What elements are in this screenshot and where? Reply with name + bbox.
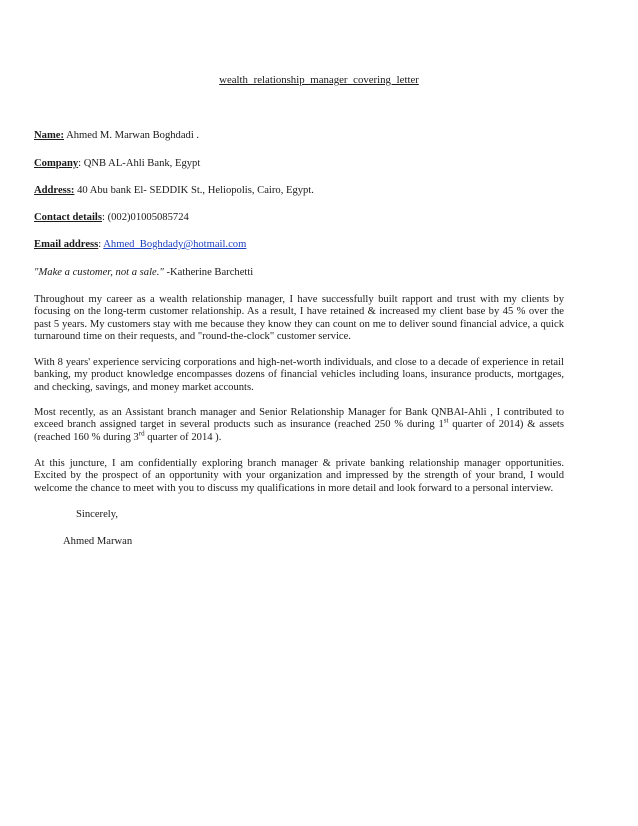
achievements-text-1: Most recently, as an Assistant branch manager and Senior Relationship Manager for Bank QNBAl-Ahli , I contributed to exceed branch assigned target in several products such as insurance (reached 250 % during 1 [34, 407, 564, 431]
email-separator: : [98, 239, 104, 250]
name-label: Name: [34, 130, 65, 141]
email-label: Email address [34, 239, 99, 250]
address-line [34, 185, 314, 196]
signature-name: Ahmed Marwan [63, 536, 133, 547]
paragraph-opportunity: At this juncture, I am confidentially exploring branch manager & private banking relationship manager opportunities. Excited by the prospect of an opportunity with your organization and impressed by the strength of your brand, I would welcome the chance to meet with you to discuss my qualifications in more detail and look forward to a personal interview. [34, 458, 564, 494]
achievements-text-3: quarter of 2014 ). [144, 431, 222, 443]
ordinal-st: st [443, 416, 449, 425]
email-link[interactable]: Ahmed_Boghdady@hotmail.com [103, 239, 247, 250]
quote-text: "Make a customer, not a sale." [34, 267, 164, 278]
paragraph-experience: Throughout my career as a wealth relationship manager, I have successfully built rapport and trust with my clients by focusing on the long-term customer relationship. As a result, I have retained & increased my client base by 45 % over the past 5 years. My customers stay with me because they know they can count on me to deliver sound financial advice, a quick turnaround time on their requests, and "round-the-clock" customer service. [34, 294, 564, 343]
paragraph-banking: With 8 years' experience servicing corporations and high-net-worth individuals, and close to a decade of experience in retail banking, my product knowledge encompasses dozens of financial vehicles including loans, insurance products, mortgages, and checking, savings, and money market accounts. [34, 357, 564, 393]
name-line [34, 130, 199, 141]
quote-author: -Katherine Barchetti [163, 267, 254, 278]
email-line [34, 239, 246, 250]
quote-line [34, 267, 253, 278]
address-value: 40 Abu bank El- SEDDIK St., Heliopolis, Cairo, Egypt. [74, 185, 314, 196]
company-line [34, 158, 200, 169]
paragraph-achievements [34, 407, 564, 444]
address-label: Address: [34, 185, 75, 196]
achievements-text-2: quarter of 2014) & assets (reached 160 % during 3 [34, 419, 564, 443]
company-value: : QNB AL-Ahli Bank, Egypt [78, 158, 201, 169]
closing-salutation: Sincerely, [76, 509, 118, 520]
ordinal-rd: rd [138, 429, 145, 438]
contact-line [34, 212, 189, 223]
contact-label: Contact details [34, 212, 102, 223]
company-label: Company [34, 158, 79, 169]
name-value: Ahmed M. Marwan Boghdadi . [66, 130, 200, 141]
letter-title: wealth relationship manager covering letter [219, 74, 419, 86]
contact-value: : (002)01005085724 [101, 212, 189, 223]
